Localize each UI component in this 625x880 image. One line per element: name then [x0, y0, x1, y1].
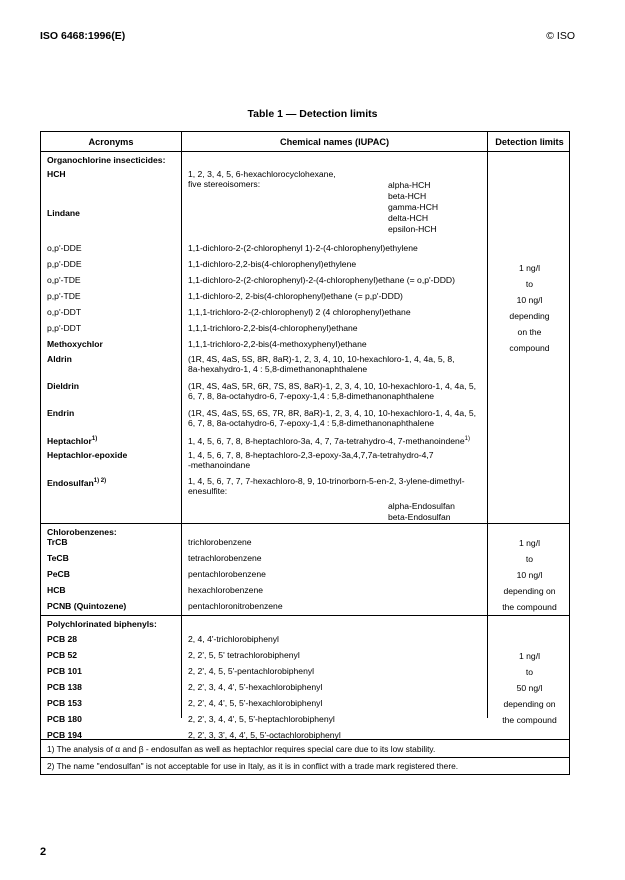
- acronym-cell: PCB 153: [47, 698, 82, 708]
- group-rule: [41, 523, 569, 524]
- chemical-name-cell: 1, 4, 5, 6, 7, 8, 8-heptachloro-2,3-epoxy-3a,4,7,7a-tetrahydro-4,7: [188, 450, 434, 460]
- chemical-name-cell: five stereoisomers:: [188, 179, 261, 189]
- footnote-ref: 1): [91, 436, 98, 442]
- chemical-name-cell: 2, 2', 5, 5' tetrachlorobiphenyl: [188, 650, 300, 660]
- footnote-rule: [41, 757, 569, 758]
- acronym-cell: Dieldrin: [47, 381, 79, 391]
- isomer-name: delta-HCH: [388, 213, 429, 223]
- detection-limit-text: to: [525, 667, 534, 677]
- isomer-name: alpha-Endosulfan: [388, 501, 455, 511]
- detection-limit-text: 10 ng/l: [516, 570, 543, 580]
- chemical-name-cell: 1, 4, 5, 6, 7, 8, 8-heptachloro-3a, 4, 7, 7a-tetrahydro-4, 7-methanoindene$^{1)}$: [188, 435, 470, 446]
- chemical-name-cell: 2, 2', 4, 4', 5, 5'-hexachlorobiphenyl: [188, 698, 323, 708]
- footnote-1: 1) The analysis of α and β - endosulfan as well as heptachlor requires special care due to its low stability.: [47, 744, 436, 754]
- header-rule: [41, 151, 569, 152]
- chemical-name-cell: (1R, 4S, 4aS, 5R, 6R, 7S, 8S, 8aR)-1, 2, 3, 4, 10, 10-hexachloro-1, 4, 4a, 5,: [188, 381, 477, 391]
- col-chemical-names: Chemical names (IUPAC): [279, 137, 390, 147]
- chemical-name-cell: 1,1-dichloro-2-(2-chlorophenyl)-2-(4-chlorophenyl)ethane (= o,p'-DDD): [188, 275, 455, 285]
- copyright: © ISO: [546, 30, 575, 42]
- detection-limit-text: depending on: [503, 586, 556, 596]
- group-title: Polychlorinated biphenyls:: [47, 619, 157, 629]
- chemical-name-cell: pentachlorobenzene: [188, 569, 266, 579]
- chemical-name-cell: 1,1,1-trichloro-2,2-bis(4-chlorophenyl)ethane: [188, 323, 358, 333]
- isomer-name: beta-Endosulfan: [388, 512, 451, 522]
- acronym-cell: Heptachlor-epoxide: [47, 450, 128, 460]
- acronym-cell: HCB: [47, 585, 66, 595]
- detection-limit-text: 1 ng/l: [518, 651, 541, 661]
- isomer-name: gamma-HCH: [388, 202, 439, 212]
- chemical-name-cell: 8a-hexahydro-1, 4 : 5,8-dimethanonaphthalene: [188, 364, 368, 374]
- isomer-name: epsilon-HCH: [388, 224, 437, 234]
- group-rule: [41, 615, 569, 616]
- acronym-cell: Endrin: [47, 408, 75, 418]
- footnote-2: 2) The name "endosulfan" is not acceptable for use in Italy, as it is in conflict with a trade mark registered there.: [47, 761, 459, 771]
- detection-limit-text: 1 ng/l: [518, 263, 541, 273]
- group-title: Organochlorine insecticides:: [47, 155, 166, 165]
- chemical-name-cell: 2, 2', 4, 5, 5'-pentachlorobiphenyl: [188, 666, 315, 676]
- chemical-name-cell: 1,1-dichloro-2-(2-chlorophenyl 1)-2-(4-chlorophenyl)ethylene: [188, 243, 418, 253]
- detection-limit-text: 10 ng/l: [516, 295, 543, 305]
- page-number: 2: [40, 846, 47, 858]
- chemical-name-cell: 2, 4, 4'-trichlorobiphenyl: [188, 634, 279, 644]
- acronym-cell: Lindane: [47, 208, 80, 218]
- chemical-name-cell: tetrachlorobenzene: [188, 553, 262, 563]
- acronym-cell: PeCB: [47, 569, 70, 579]
- chemical-name-cell: pentachloronitrobenzene: [188, 601, 283, 611]
- acronym-cell: PCB 52: [47, 650, 78, 660]
- isomer-name: beta-HCH: [388, 191, 427, 201]
- acronym-cell: PCNB (Quintozene): [47, 601, 127, 611]
- acronym-cell: PCB 180: [47, 714, 82, 724]
- acronym-cell: Endosulfan$^{1) 2)}$: [47, 477, 107, 488]
- detection-limit-text: depending: [509, 311, 550, 321]
- chemical-name-cell: 2, 2', 3, 4, 4', 5, 5'-heptachlorobiphenyl: [188, 714, 335, 724]
- col-divider: [487, 132, 488, 718]
- col-divider: [181, 132, 182, 718]
- chemical-name-cell: 1, 2, 3, 4, 5, 6-hexachlorocyclohexane,: [188, 169, 336, 179]
- chemical-name-cell: 2, 2', 3, 3', 4, 4', 5, 5'-octachlorobiphenyl: [188, 730, 341, 740]
- acronym-cell: PCB 28: [47, 634, 78, 644]
- acronym-cell: PCB 101: [47, 666, 82, 676]
- acronym-cell: Aldrin: [47, 354, 72, 364]
- document-id: ISO 6468:1996(E): [40, 30, 126, 42]
- acronym-cell: o,p'-DDE: [47, 243, 82, 253]
- detection-limit-text: 50 ng/l: [516, 683, 543, 693]
- chemical-name-cell: 2, 2', 3, 4, 4', 5'-hexachlorobiphenyl: [188, 682, 323, 692]
- acronym-cell: TeCB: [47, 553, 69, 563]
- footnote-ref: 1): [464, 436, 470, 442]
- acronym-cell: p,p'-TDE: [47, 291, 81, 301]
- group-title: Chlorobenzenes:: [47, 527, 117, 537]
- acronym-cell: o,p'-DDT: [47, 307, 82, 317]
- detection-limit-text: depending on: [503, 699, 556, 709]
- acronym-cell: Heptachlor$^{1)}$: [47, 435, 98, 446]
- acronym-cell: p,p'-DDE: [47, 259, 82, 269]
- detection-limit-text: the compound: [502, 602, 557, 612]
- acronym-cell: PCB 194: [47, 730, 82, 740]
- chemical-name-cell: (1R, 4S, 4aS, 5S, 6S, 7R, 8R, 8aR)-1, 2, 3, 4, 10, 10-hexachloro-1, 4, 4a, 5,: [188, 408, 477, 418]
- col-acronyms: Acronyms: [88, 137, 134, 147]
- acronym-cell: p,p'-DDT: [47, 323, 82, 333]
- detection-limit-text: 1 ng/l: [518, 538, 541, 548]
- acronym-cell: o,p'-TDE: [47, 275, 81, 285]
- chemical-name-cell: 6, 7, 8, 8a-octahydro-6, 7-epoxy-1,4 : 5,8-dimethanonaphthalene: [188, 418, 435, 428]
- acronym-cell: TrCB: [47, 537, 68, 547]
- acronym-cell: PCB 138: [47, 682, 82, 692]
- col-detection-limits: Detection limits: [495, 137, 564, 147]
- chemical-name-cell: 1, 4, 5, 6, 7, 7, 7-hexachloro-8, 9, 10-trinorborn-5-en-2, 3-ylene-dimethyl-: [188, 476, 465, 486]
- acronym-cell: HCH: [47, 169, 66, 179]
- chemical-name-cell: (1R, 4S, 4aS, 5S, 8R, 8aR)-1, 2, 3, 4, 10, 10-hexachloro-1, 4, 4a, 5, 8,: [188, 354, 455, 364]
- chemical-name-cell: enesulfite:: [188, 486, 228, 496]
- acronym-cell: Methoxychlor: [47, 339, 103, 349]
- detection-limit-text: to: [525, 554, 534, 564]
- chemical-name-cell: 6, 7, 8, 8a-octahydro-6, 7-epoxy-1,4 : 5,8-dimethanonaphthalene: [188, 391, 435, 401]
- chemical-name-cell: 1,1,1-trichloro-2,2-bis(4-methoxyphenyl)ethane: [188, 339, 367, 349]
- chemical-name-cell: -methanoindane: [188, 460, 251, 470]
- chemical-name-cell: 1,1-dichloro-2,2-bis(4-chlorophenyl)ethylene: [188, 259, 357, 269]
- table-title: Table 1 — Detection limits: [247, 108, 378, 120]
- detection-limit-text: on the: [517, 327, 542, 337]
- detection-limit-text: compound: [509, 343, 550, 353]
- detection-limits-table: [40, 131, 570, 775]
- footnote-ref: 1) 2): [93, 478, 107, 484]
- detection-limit-text: the compound: [502, 715, 557, 725]
- chemical-name-cell: 1,1-dichloro-2, 2-bis(4-chlorophenyl)ethane (= p,p'-DDD): [188, 291, 403, 301]
- detection-limit-text: to: [525, 279, 534, 289]
- chemical-name-cell: 1,1,1-trichloro-2-(2-chlorophenyl) 2 (4 chlorophenyl)ethane: [188, 307, 411, 317]
- isomer-name: alpha-HCH: [388, 180, 431, 190]
- chemical-name-cell: trichlorobenzene: [188, 537, 252, 547]
- chemical-name-cell: hexachlorobenzene: [188, 585, 264, 595]
